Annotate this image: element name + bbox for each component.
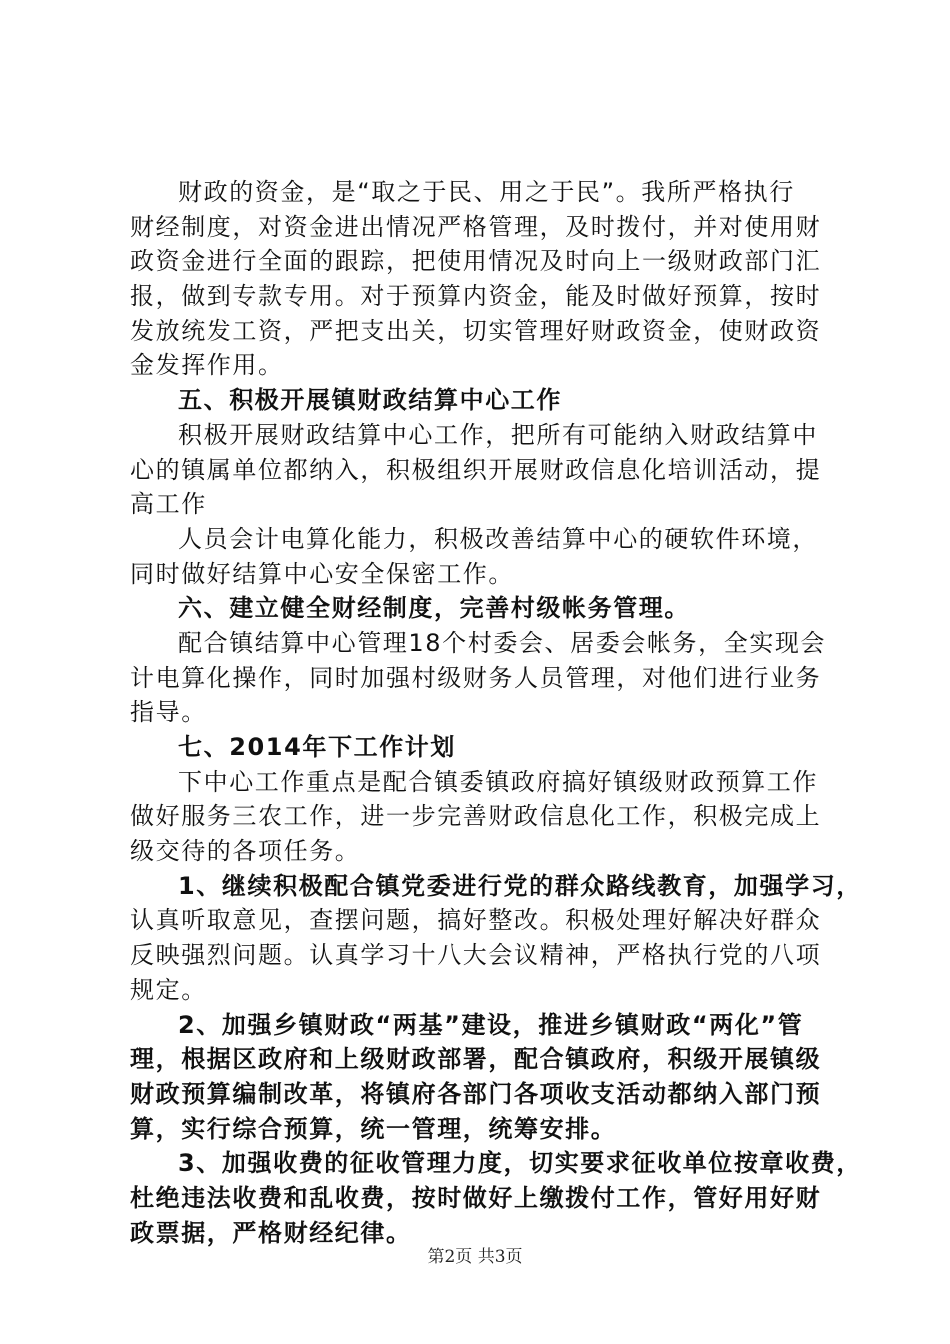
body-line: 计电算化操作，同时加强村级财务人员管理，对他们进行业务 [130,663,822,692]
plan-item-line: 认真听取意见，查摆问题，搞好整改。积极处理好解决好群众 [130,906,822,935]
plan-item-line: 算，实行综合预算，统一管理，统筹安排。 [130,1114,617,1143]
plan-item-line: 理，根据区政府和上级财政部署，配合镇政府，积级开展镇级 [130,1045,822,1074]
body-line: 发放统发工资，严把支出关，切实管理好财政资金，使财政资 [130,316,822,345]
body-line: 人员会计电算化能力，积极改善结算中心的硬软件环境， [178,524,818,553]
body-line: 财经制度，对资金进出情况严格管理，及时拨付，并对使用财 [130,212,822,241]
body-line: 做好服务三农工作，进一步完善财政信息化工作，积极完成上 [130,802,822,831]
body-line: 金发挥作用。 [130,351,284,380]
plan-item-line: 规定。 [130,975,207,1004]
section-heading: 六、建立健全财经制度，完善村级帐务管理。 [178,594,690,623]
body-line: 配合镇结算中心管理18个村委会、居委会帐务，全实现会 [178,628,827,657]
section-heading: 七、2014年下工作计划 [178,733,456,761]
body-line: 心的镇属单位都纳入，积极组织开展财政信息化培训活动，提 [130,455,822,484]
body-line: 下中心工作重点是配合镇委镇政府搞好镇级财政预算工作 [178,767,818,796]
plan-item-line: 反映强烈问题。认真学习十八大会议精神，严格执行党的八项 [130,941,822,970]
plan-item-line: 1、继续积极配合镇党委进行党的群众路线教育，加强学习， [178,871,862,900]
plan-item-line: 政票据，严格财经纪律。 [130,1218,412,1247]
body-line: 积极开展财政结算中心工作，把所有可能纳入财政结算中 [178,420,818,449]
body-line: 指导。 [130,698,207,727]
plan-item-line: 杜绝违法收费和乱收费，按时做好上缴拨付工作，管好用好财 [130,1183,822,1212]
section-heading: 五、积极开展镇财政结算中心工作 [178,386,562,415]
plan-item-line: 2、加强乡镇财政“两基”建设，推进乡镇财政“两化”管 [178,1010,804,1039]
document-body [130,175,862,1250]
body-line: 级交待的各项任务。 [130,837,361,866]
plan-item-line: 3、加强收费的征收管理力度，切实要求征收单位按章收费， [178,1149,862,1178]
page-number-footer: 第2页 共3页 [427,1247,523,1267]
body-line: 同时做好结算中心安全保密工作。 [130,559,514,588]
body-line: 报，做到专款专用。对于预算内资金，能及时做好预算，按时 [130,282,822,311]
body-line: 政资金进行全面的跟踪，把使用情况及时向上一级财政部门汇 [130,247,822,276]
body-line: 高工作 [130,490,207,519]
body-line: 财政的资金，是“取之于民、用之于民”。我所严格执行 [178,178,795,206]
plan-item-line: 财政预算编制改革，将镇府各部门各项收支活动都纳入部门预 [130,1079,822,1108]
